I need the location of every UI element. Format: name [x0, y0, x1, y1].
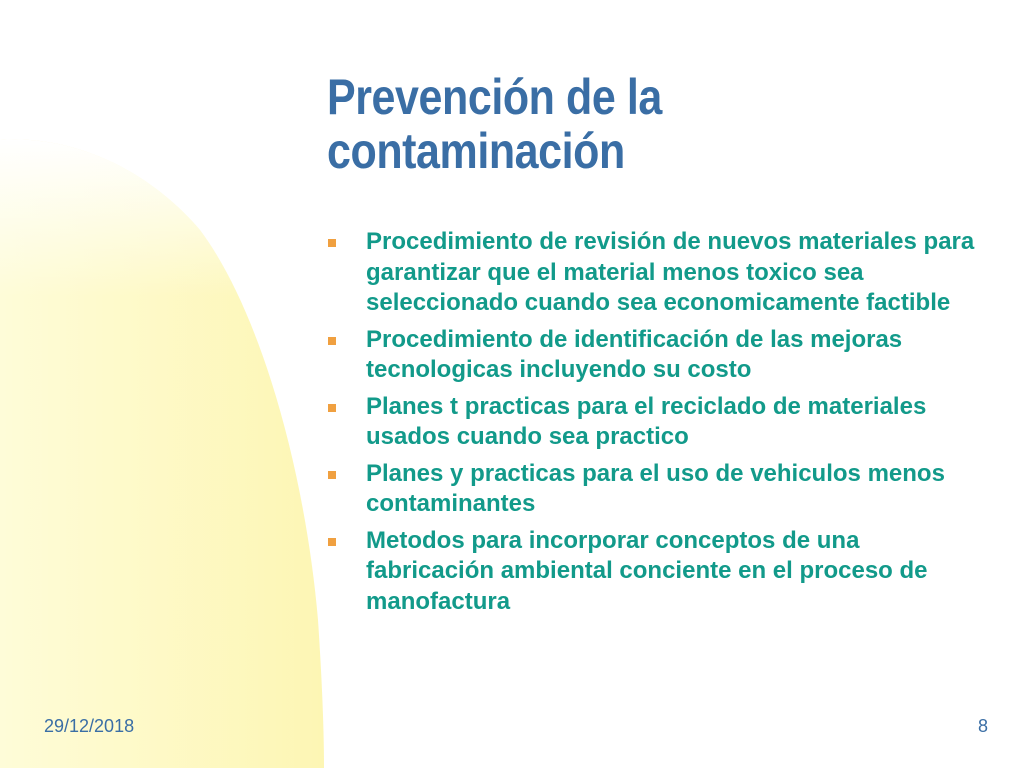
bullet-text: Planes y practicas para el uso de vehiculos menos contaminantes	[366, 459, 945, 517]
bullet-text: Planes t practicas para el reciclado de materiales usados cuando sea practico	[366, 392, 927, 450]
bullet-text: Procedimiento de identificación de las mejoras tecnologicas incluyendo su costo	[366, 325, 903, 383]
page-number: 8	[977, 716, 988, 736]
bullet-item	[326, 526, 976, 618]
square-bullet-icon	[328, 538, 336, 546]
bullet-item	[326, 459, 976, 520]
bullet-text: Procedimiento de revisión de nuevos materiales para garantizar que el material menos toxico sea seleccionado cuando sea economicamente factible	[366, 228, 975, 316]
bullet-item	[326, 392, 976, 453]
square-bullet-icon	[328, 239, 336, 247]
bullet-item	[326, 227, 976, 319]
bullet-item	[326, 325, 976, 386]
square-bullet-icon	[328, 404, 336, 412]
square-bullet-icon	[328, 471, 336, 479]
slide-title: Prevención de la contaminación	[327, 69, 662, 179]
footer-date: 29/12/2018	[44, 716, 135, 736]
bullet-text: Metodos para incorporar conceptos de una fabricación ambiental conciente en el proceso de manofactura	[366, 526, 928, 615]
square-bullet-icon	[328, 337, 336, 345]
bullet-list	[326, 227, 976, 623]
